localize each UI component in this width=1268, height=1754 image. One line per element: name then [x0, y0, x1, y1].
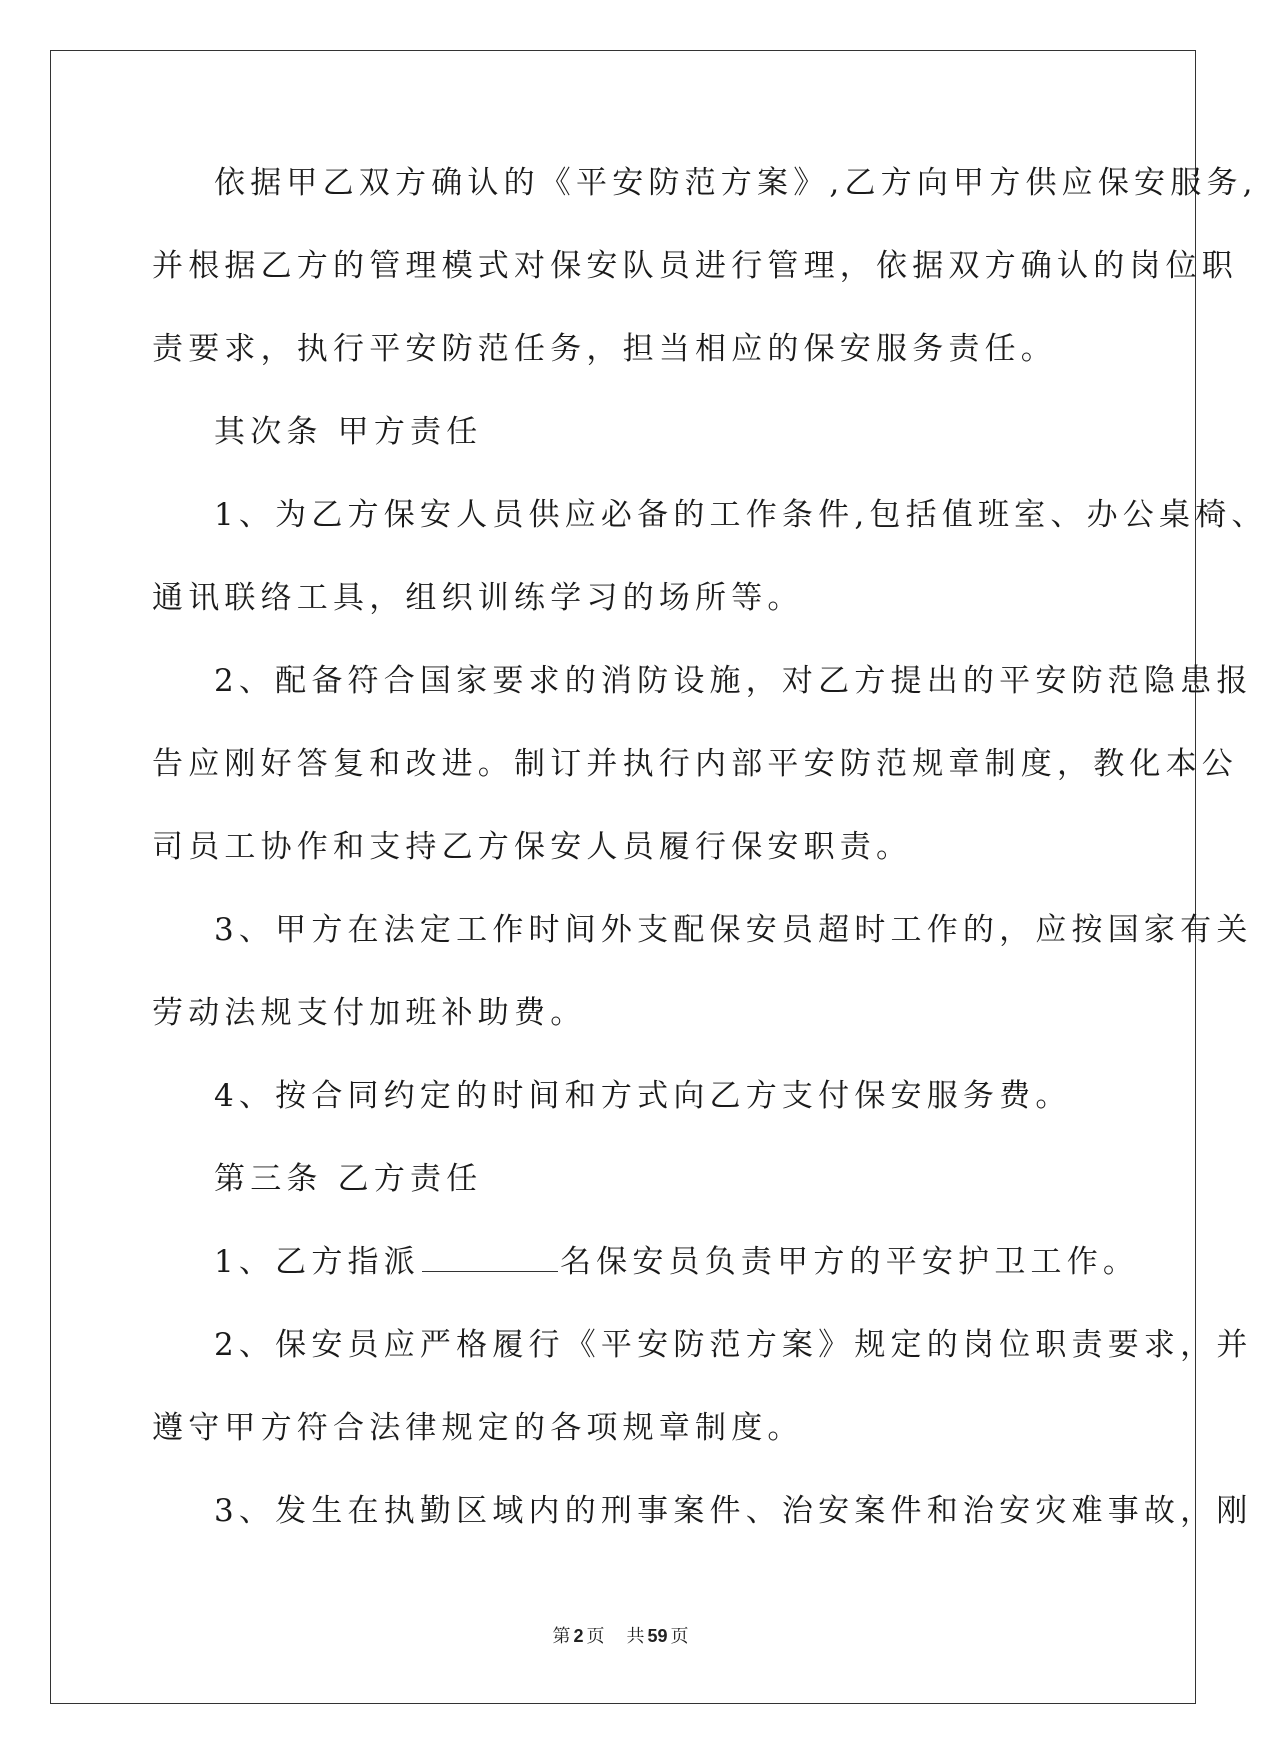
paragraph-line: 2、配备符合国家要求的消防设施，对乙方提出的平安防范隐患报 [214, 663, 1253, 699]
document-body [152, 158, 1268, 1569]
section-heading-party-a: 其次条 甲方责任 [214, 414, 483, 450]
paragraph-line: 3、甲方在法定工作时间外支配保安员超时工作的，应按国家有关 [214, 912, 1253, 948]
assign-guards-line [152, 1237, 1140, 1320]
footer-total-unit: 页 [670, 1626, 689, 1647]
paragraph-line: 依据甲乙双方确认的《平安防范方案》,乙方向甲方供应保安服务, [214, 165, 1258, 201]
paragraph-line: 司员工协作和支持乙方保安人员履行保安职责。 [152, 829, 913, 865]
paragraph-line: 4、按合同约定的时间和方式向乙方支付保安服务费。 [214, 1078, 1072, 1114]
paragraph-line: 责要求，执行平安防范任务，担当相应的保安服务责任。 [152, 331, 1057, 367]
footer-page-unit: 页 [586, 1626, 605, 1647]
page-number: 2 [573, 1626, 584, 1646]
paragraph-line: 遵守甲方符合法律规定的各项规章制度。 [152, 1410, 804, 1446]
paragraph-line: 3、发生在执勤区域内的刑事案件、治安案件和治安灾难事故，刚 [214, 1493, 1253, 1529]
page-footer [0, 1622, 1241, 1648]
footer-prefix: 第 [552, 1626, 571, 1647]
assign-prefix: 1、乙方指派 [214, 1244, 420, 1280]
paragraph-line: 并根据乙方的管理模式对保安队员进行管理，依据双方确认的岗位职 [152, 248, 1238, 284]
paragraph-line: 告应刚好答复和改进。制订并执行内部平安防范规章制度，教化本公 [152, 746, 1238, 782]
paragraph-line: 通讯联络工具，组织训练学习的场所等。 [152, 580, 804, 616]
paragraph-line: 1、为乙方保安人员供应必备的工作条件,包括值班室、办公桌椅、 [214, 497, 1268, 533]
guard-count-blank[interactable] [422, 1241, 558, 1272]
section-heading-party-b: 第三条 乙方责任 [214, 1161, 483, 1197]
paragraph-line: 劳动法规支付加班补助费。 [152, 995, 587, 1031]
assign-suffix: 名保安员负责甲方的平安护卫工作。 [559, 1244, 1140, 1280]
footer-total-prefix: 共 [626, 1626, 645, 1647]
paragraph-line: 2、保安员应严格履行《平安防范方案》规定的岗位职责要求，并 [214, 1327, 1253, 1363]
total-pages: 59 [647, 1626, 668, 1646]
